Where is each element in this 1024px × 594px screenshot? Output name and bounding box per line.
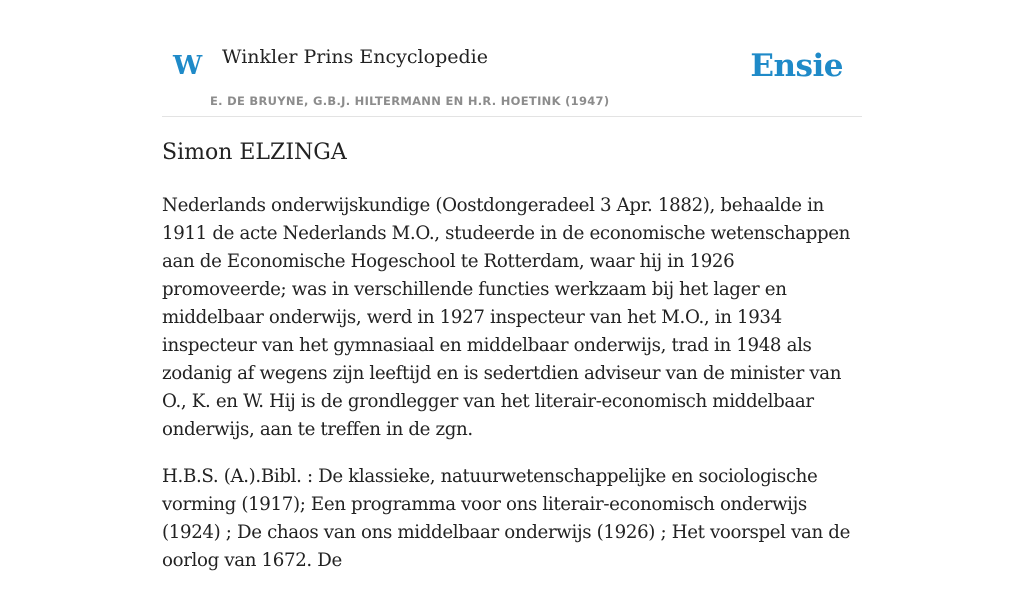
article-body [162,192,862,594]
source-authors: E. DE BRUYNE, G.B.J. HILTERMANN EN H.R. HOETINK (1947) [210,94,610,108]
source-header [162,0,862,117]
article-paragraph: Nederlands onderwijskundige (Oostdongeradeel 3 Apr. 1882), behaalde in 1911 de acte Nederlands M.O., studeerde in de economische wetenschappen aan de Economische Hogeschool te Rotterdam, waar hij in 1926 promoveerde; was in verschillende functies werkzaam bij het lager en middelbaar onderwijs, werd in 1927 inspecteur van het M.O., in 1934 inspecteur van het gymnasiaal en middelbaar onderwijs, trad in 1948 als zodanig af wegens zijn leeftijd en is sedertdien adviseur van de minister van O., K. en W. Hij is de grondlegger van het literair-economisch middelbaar onderwijs, aan te treffen in de zgn. [162,195,851,440]
article-paragraph: H.B.S. (A.).Bibl. : De klassieke, natuurwetenschappelijke en sociologische vorming (1917); Een programma voor ons literair-economisch onderwijs (1924) ; De chaos van ons middelbaar onderwijs (1926) ; Het voorspel van de oorlog van 1672. De [162,466,850,571]
brand-logo[interactable]: Ensie [750,48,843,84]
source-title[interactable]: Winkler Prins Encyclopedie [222,46,488,68]
article-title: Simon ELZINGA [162,140,347,165]
source-logo[interactable]: W [173,51,203,81]
